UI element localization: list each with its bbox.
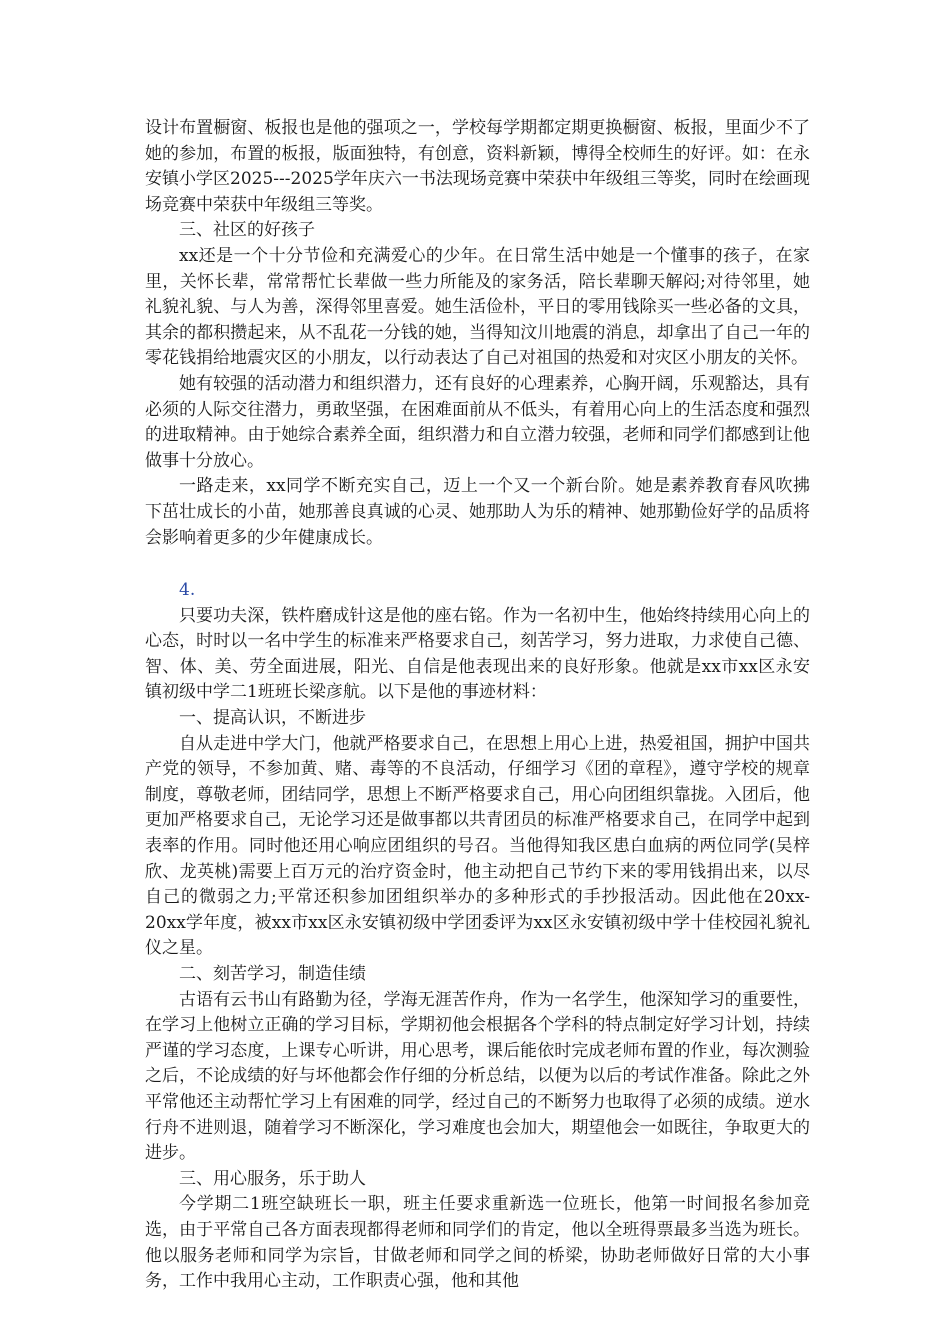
paragraph-display-design: 设计布置橱窗、板报也是他的强项之一，学校每学期都定期更换橱窗、板报，里面少不了她的参加，布置的板报，版面独特，有创意，资料新颖，博得全校师生的好评。如：在永安镇小学区2025---2025学年庆六一书法现场竞赛中荣获中年级组三等奖，同时在绘画现场竞赛中荣获中年级组三等奖。 <box>145 118 810 215</box>
paragraph-study: 古语有云书山有路勤为径，学海无涯苦作舟，作为一名学生，他深知学习的重要性，在学习上他树立正确的学习目标，学期初他会根据各个学科的特点制定好学习计划，持续严谨的学习态度，上课专心听讲，用心思考，课后能依时完成老师布置的作业，每次测验之后，不论成绩的好与坏他都会作仔细的分析总结，以便为以后的考试作准备。除此之外平常他还主动帮忙学习上有困难的同学，经过自己的不断努力也取得了必须的成绩。逆水行舟不进则退，随着学习不断深化，学习难度也会加大，期望他会一如既往，争取更大的进步。 <box>145 989 810 1164</box>
section-number: 4. <box>179 580 196 601</box>
section-heading-progress: 一、提高认识，不断进步 <box>179 708 366 729</box>
paragraph-ideology: 自从走进中学大门，他就严格要求自己，在思想上用心上进，热爱祖国，拥护中国共产党的领导，不参加黄、赌、毒等的不良活动，仔细学习《团的章程》，遵守学校的规章制度，尊敬老师，团结同学，思想上不断严格要求自己，用心向团组织靠拢。入团后，他更加严格要求自己，无论学习还是做事都以共青团员的标准严格要求自己，在同学中起到表率的作用。同时他还用心响应团组织的号召。当他得知我区患白血病的两位同学(吴梓欣、龙英桃)需要上百万元的治疗资金时，他主动把自己节约下来的零用钱捐出来，以尽自己的微弱之力;平常还积参加团组织举办的多种形式的手抄报活动。因此他在20xx-20xx学年度，被xx市xx区永安镇初级中学团委评为xx区永安镇初级中学十佳校园礼貌礼仪之星。 <box>145 733 810 959</box>
section-heading-community: 三、社区的好孩子 <box>179 220 315 241</box>
paragraph-spacer <box>145 551 810 578</box>
document-body <box>145 116 810 1295</box>
paragraph-conclusion: 一路走来，xx同学不断充实自己，迈上一个又一个新台阶。她是素养教育春风吹拂下茁壮成长的小苗，她那善良真诚的心灵、她那助人为乐的精神、她那勤俭好学的品质将会影响着更多的少年健康成长。 <box>145 476 810 548</box>
paragraph-abilities: 她有较强的活动潜力和组织潜力，还有良好的心理素养，心胸开阔，乐观豁达，具有必须的人际交往潜力，勇敢坚强，在困难面前从不低头，有着用心向上的生活态度和强烈的进取精神。由于她综合素养全面，组织潜力和自立潜力较强，老师和同学们都感到让他做事十分放心。 <box>145 373 810 471</box>
section-heading-service: 三、用心服务，乐于助人 <box>179 1168 366 1189</box>
paragraph-service: 今学期二1班空缺班长一职，班主任要求重新选一位班长，他第一时间报名参加竞选，由于平常自己各方面表现都得老师和同学们的肯定，他以全班得票最多当选为班长。他以服务老师和同学为宗旨，甘做老师和同学之间的桥梁，协助老师做好日常的大小事务，工作中我用心主动，工作职责心强，他和其他 <box>145 1194 810 1292</box>
paragraph-frugal-caring: xx还是一个十分节俭和充满爱心的少年。在日常生活中她是一个懂事的孩子，在家里，关怀长辈，常常帮忙长辈做一些力所能及的家务活，陪长辈聊天解闷;对待邻里，她礼貌礼貌、与人为善，深得邻里喜爱。她生活俭朴，平日的零用钱除买一些必备的文具，其余的都积攒起来，从不乱花一分钱的她，当得知汶川地震的消息，却拿出了自己一年的零花钱捐给地震灾区的小朋友，以行动表达了自己对祖国的热爱和对灾区小朋友的关怀。 <box>145 245 810 369</box>
section-heading-study: 二、刻苦学习，制造佳绩 <box>179 964 366 984</box>
paragraph-motto-intro: 只要功夫深，铁杵磨成针这是他的座右铭。作为一名初中生，他始终持续用心向上的心态，时时以一名中学生的标准来严格要求自己，刻苦学习，努力进取，力求使自己德、智、体、美、劳全面进展，阳光、自信是他表现出来的良好形象。他就是xx市xx区永安镇初级中学二1班班长梁彦航。以下是他的事迹材料： <box>145 605 810 703</box>
